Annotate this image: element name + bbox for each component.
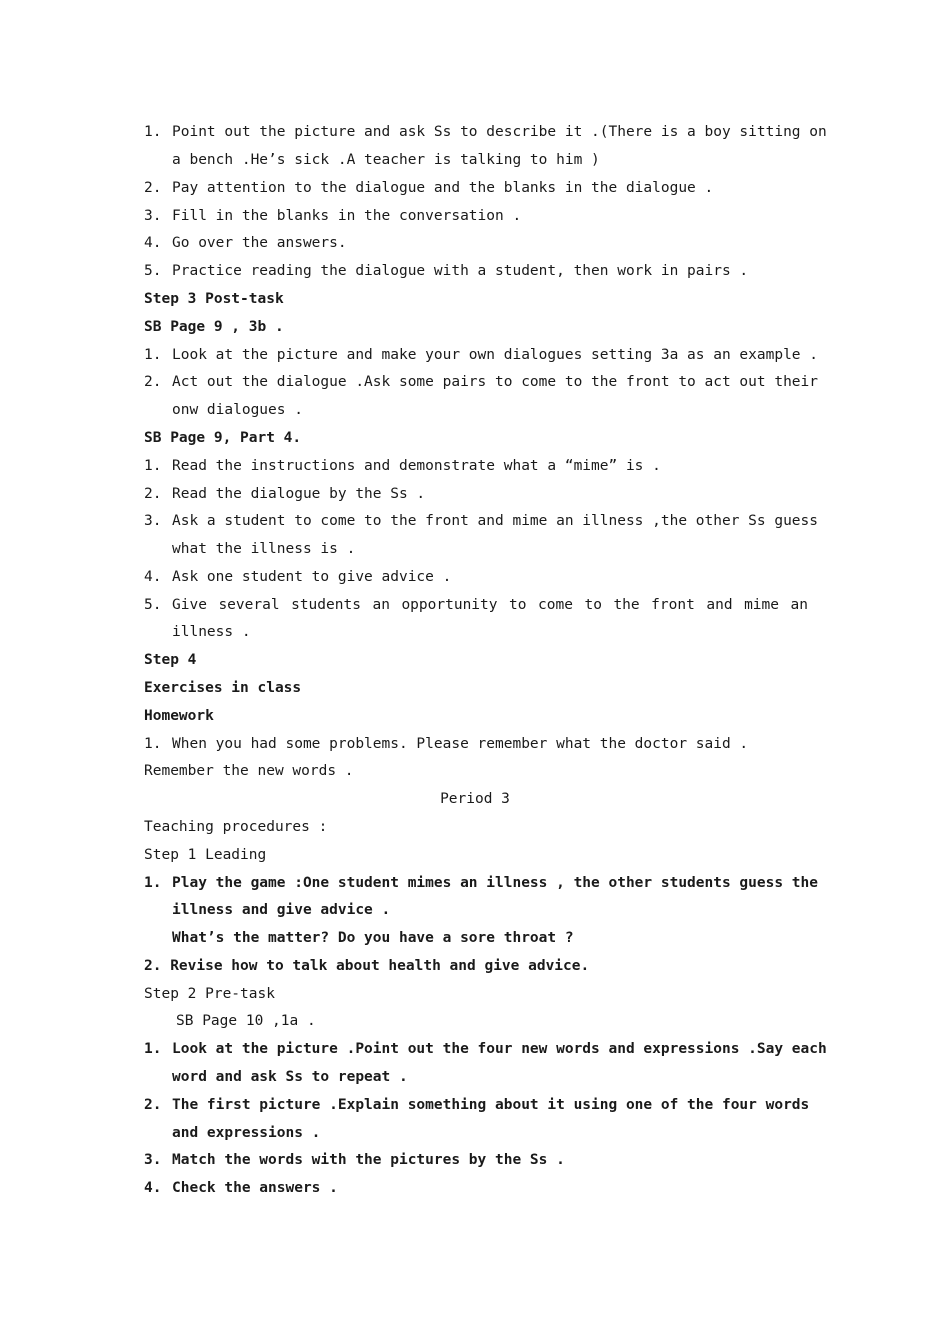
homework-line: Remember the new words . (144, 763, 354, 779)
item-text: Read the dialogue by the Ss . (172, 486, 426, 502)
item-text: Read the instructions and demonstrate what a “mime” is . (172, 458, 661, 474)
list-item (144, 564, 808, 592)
list-item (144, 1147, 808, 1175)
item-text: Practice reading the dialogue with a student, then work in pairs . (172, 263, 749, 279)
item-number: 3. (144, 513, 162, 529)
item-text: Point out the picture and ask Ss to describe it .(There is a boy sitting on (172, 124, 827, 140)
item-text: Match the words with the pictures by the Ss . (172, 1152, 565, 1168)
item-number: 2. (144, 486, 162, 502)
list-item (144, 481, 808, 509)
item-text: Look at the picture and make your own dialogues setting 3a as an example . (172, 347, 819, 363)
list-item-continuation: onw dialogues . (172, 402, 303, 418)
item-number: 2. (144, 1097, 162, 1113)
item-text: When you had some problems. Please remember what the doctor said . (172, 736, 749, 752)
list-item-continuation: a bench .He’s sick .A teacher is talking to him ) (172, 152, 600, 168)
item-number: 4. (144, 569, 162, 585)
step4-heading: Step 4 (144, 652, 197, 668)
item-number: 3. (144, 1152, 162, 1168)
list-item (144, 203, 808, 231)
period-title: Period 3 (440, 791, 510, 807)
item-number: 2. (144, 180, 162, 196)
list-item (144, 369, 819, 397)
item-text: The first picture .Explain something about it using one of the four words (172, 1097, 810, 1113)
item-number: 1. (144, 347, 162, 363)
sb-3b-heading: SB Page 9 , 3b . (144, 319, 284, 335)
list-item (144, 175, 808, 203)
list-item (144, 731, 808, 759)
item-text: Ask a student to come to the front and mime an illness ,the other Ss guess (172, 513, 819, 529)
item-text: Play the game :One student mimes an illness , the other students guess the (172, 875, 819, 891)
list-item (144, 119, 827, 147)
list-item (144, 592, 808, 620)
procedures-label: Teaching procedures : (144, 819, 328, 835)
list-item-continuation: and expressions . (172, 1125, 321, 1141)
list-item-continuation: what the illness is . (172, 541, 356, 557)
step2-heading: Step 2 Pre-task (144, 986, 275, 1002)
list-item-continuation: word and ask Ss to repeat . (172, 1069, 408, 1085)
item-number: 1. (144, 736, 162, 752)
list-item (144, 342, 819, 370)
list-item (144, 508, 819, 536)
step1-heading: Step 1 Leading (144, 847, 267, 863)
item-number: 5. (144, 263, 162, 279)
item-number: 4. (144, 235, 162, 251)
step3-heading: Step 3 Post-task (144, 291, 284, 307)
item-text: Go over the answers. (172, 235, 347, 251)
list-item (144, 1036, 827, 1064)
sb-part4-heading: SB Page 9, Part 4. (144, 430, 302, 446)
item-number: 1. (144, 124, 162, 140)
item-number: 1. (144, 458, 162, 474)
list-item: 2. Revise how to talk about health and give advice. (144, 958, 590, 974)
list-item-continuation: illness . (172, 624, 251, 640)
item-number: 2. (144, 374, 162, 390)
list-item (144, 453, 808, 481)
item-number: 5. (144, 597, 162, 613)
example-question: What’s the matter? Do you have a sore throat ? (172, 930, 574, 946)
exercises-heading: Exercises in class (144, 680, 302, 696)
item-number: 1. (144, 1041, 162, 1057)
homework-heading: Homework (144, 708, 214, 724)
item-number: 1. (144, 875, 162, 891)
list-item (144, 258, 808, 286)
item-text: Ask one student to give advice . (172, 569, 452, 585)
list-item-continuation: illness and give advice . (172, 902, 391, 918)
list-item (144, 1175, 808, 1203)
list-item (144, 1092, 808, 1120)
item-text: Act out the dialogue .Ask some pairs to come to the front to act out their (172, 374, 819, 390)
list-item (144, 870, 819, 898)
sb-1a-heading: SB Page 10 ,1a . (176, 1013, 316, 1029)
list-item (144, 230, 808, 258)
item-text: Look at the picture .Point out the four new words and expressions .Say each (172, 1041, 827, 1057)
item-number: 3. (144, 208, 162, 224)
item-text: Pay attention to the dialogue and the blanks in the dialogue . (172, 180, 714, 196)
item-number: 4. (144, 1180, 162, 1196)
item-text: Check the answers . (172, 1180, 338, 1196)
item-text: Give several students an opportunity to come to the front and mime an (172, 597, 808, 613)
item-text: Fill in the blanks in the conversation . (172, 208, 522, 224)
